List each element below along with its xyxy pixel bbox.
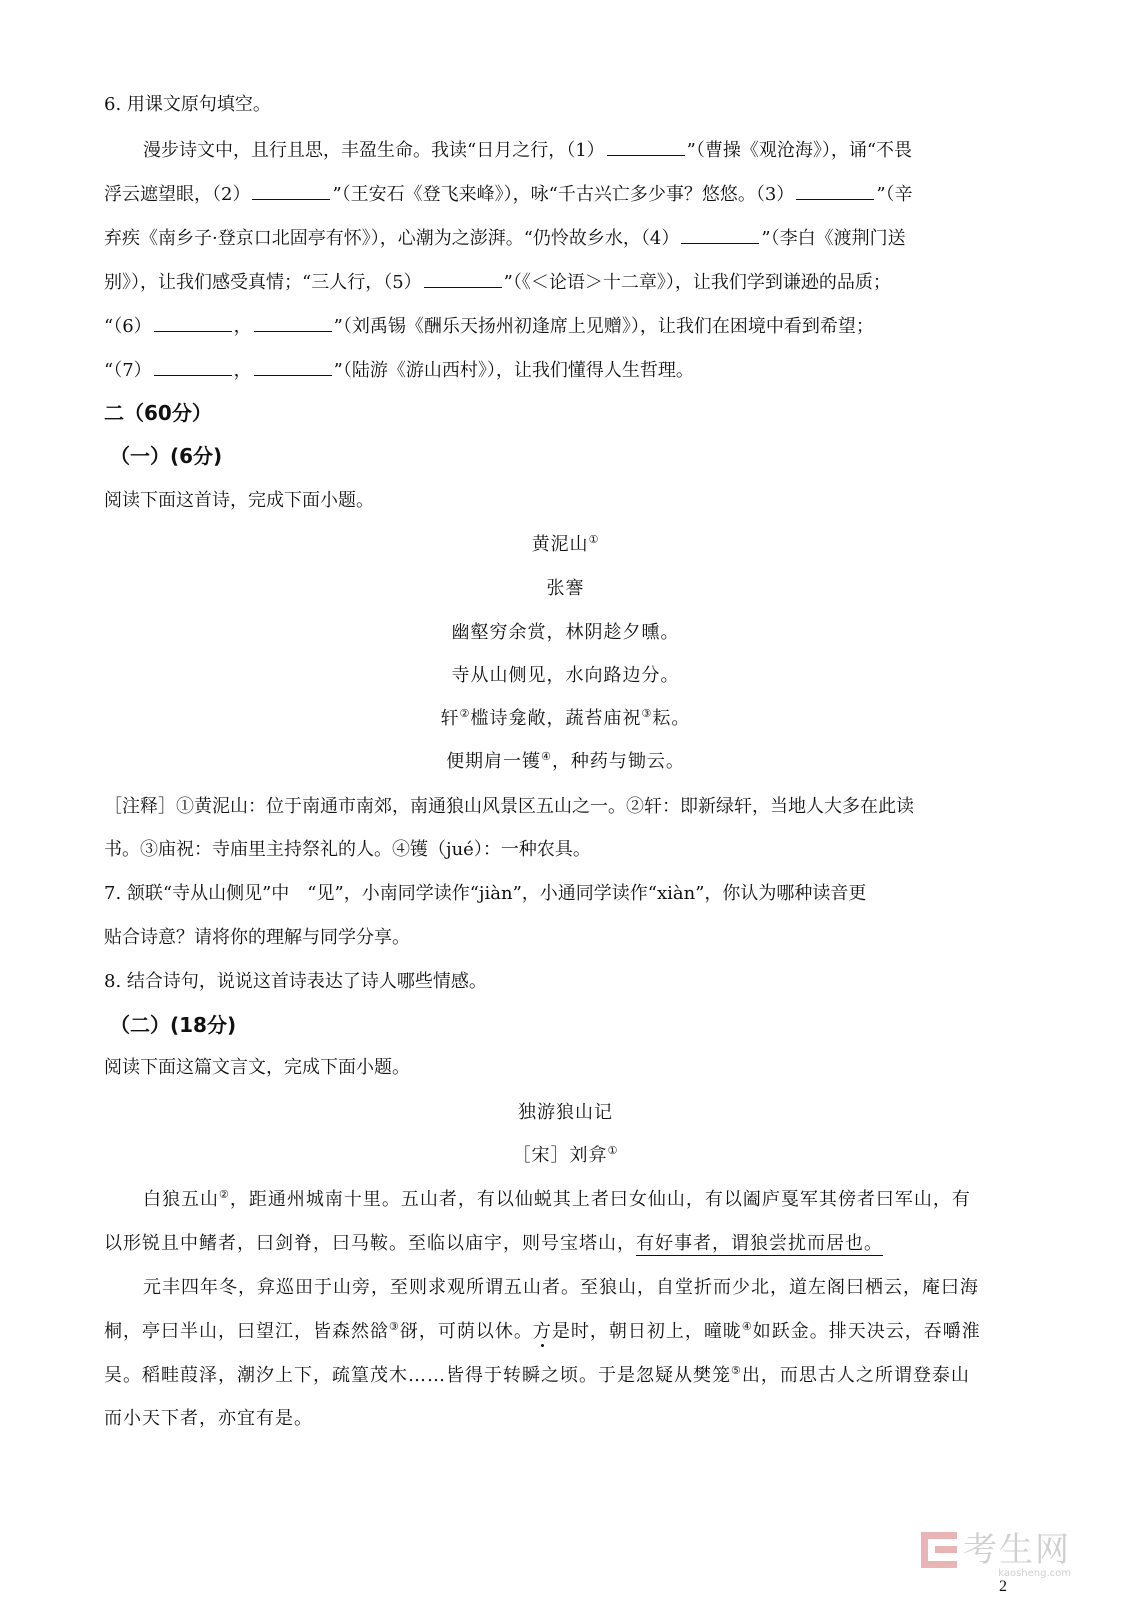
page-number: 2 (999, 1578, 1007, 1595)
essay-p2-line-4: 而小天下者，亦宜有是。 (104, 1408, 313, 1429)
poem-line-1: 幽壑穷余赏，林阴趁夕曛。 (451, 622, 680, 643)
poem-line-2: 寺从山侧见，水向路边分。 (451, 665, 680, 686)
answer-blank-6b[interactable] (254, 313, 332, 332)
part-2-intro: 阅读下面这篇文言文，完成下面小题。 (104, 1057, 410, 1078)
q7-line-1: 7. 颔联“寺从山侧见”中 “见”，小南同学读作“jiàn”，小通同学读作“xiàn”，你认为哪种读音更 (104, 883, 867, 904)
q6-line-6: “（7） ， ”（陆游《游山西村》），让我们懂得人生哲理。 (104, 357, 1024, 384)
poem-author: 张謇 (546, 578, 585, 599)
dotted-character: 方 (532, 1321, 552, 1342)
essay-p2-line-3: 吴。稻畦葭泽，潮汐上下，疏篁茂木……皆得于转瞬之顷。于是忽疑从樊笼⑤出，而思古人之所谓登泰山 (104, 1364, 970, 1386)
answer-blank-1[interactable] (607, 137, 685, 156)
q6-line-2: 浮云遮望眼，（2） ”（王安石《登飞来峰》），咏“千古兴亡多少事？悠悠。（3） ”（辛 (104, 181, 1024, 208)
q6-line-3: 弃疾《南乡子·登京口北固亭有怀》），心潮为之澎湃。“仍怜故乡水，（4） ”（李白《渡荆门送 (104, 225, 1024, 252)
poem-notes-line-1: ［注释］①黄泥山：位于南通市南郊，南通狼山风景区五山之一。②轩：即新绿轩，当地人大多在此读 (104, 796, 914, 817)
poem-line-3: 轩②槛诗龛敞，蔬苔庙祝③耘。 (440, 707, 691, 729)
kaosheng-watermark (921, 1530, 1071, 1579)
poem-notes-line-2: 书。③庙祝：寺庙里主持祭礼的人。④镬（jué）：一种农具。 (104, 839, 591, 860)
q6-line-1: 漫步诗文中，且行且思，丰盈生命。我读“日月之行，（1） ”（曹操《观沧海》），诵“不畏 (143, 137, 1023, 164)
poem-line-4: 便期肩一镬④，种药与锄云。 (446, 750, 685, 772)
footnote-marker: ① (588, 533, 600, 546)
answer-blank-4[interactable] (681, 225, 759, 244)
poem-title: 黄泥山① (531, 533, 600, 555)
essay-p1-line-2: 以形锐且中鳍者，曰剑脊，曰马鞍。至临以庙宇，则号宝塔山，有好事者，谓狼尝扰而居也。 (104, 1233, 883, 1254)
essay-title: 独游狼山记 (518, 1102, 613, 1123)
answer-blank-5[interactable] (424, 269, 502, 288)
essay-p2-line-2: 桐，亭曰半山，曰望江，皆森然谽③谺，可荫以休。方是时，朝日初上，曈昽④如跃金。排天决云，吞嚼淮 (104, 1320, 981, 1342)
underlined-sentence: 有好事者，谓狼尝扰而居也。 (636, 1233, 883, 1254)
part-1-heading: （一）(6分) (110, 444, 223, 468)
part-2-heading: （二）(18分) (110, 1013, 237, 1037)
q6-line-5: “（6） ， ”（刘禹锡《酬乐天扬州初逢席上见赠》），让我们在困境中看到希望； (104, 313, 1024, 340)
answer-blank-3[interactable] (796, 181, 874, 200)
section-2-heading: 二（60分） (104, 401, 212, 425)
essay-p2-line-1: 元丰四年冬，弇巡田于山旁，至则求观所谓五山者。至狼山，自堂折而少北，道左阁曰栖云，庵曰海 (143, 1277, 979, 1298)
kaosheng-logo-icon (921, 1532, 957, 1568)
watermark-subtext: kaosheng.com (998, 1568, 1071, 1579)
answer-blank-6a[interactable] (154, 313, 232, 332)
answer-blank-7a[interactable] (154, 357, 232, 376)
essay-author: ［宋］刘弇① (512, 1144, 619, 1166)
q6-line-4: 别》），让我们感受真情；“三人行，（5） ”（《＜论语＞十二章》），让我们学到谦逊的品质； (104, 269, 1024, 296)
part-1-intro: 阅读下面这首诗，完成下面小题。 (104, 490, 374, 511)
q7-line-2: 贴合诗意？请将你的理解与同学分享。 (104, 927, 410, 948)
answer-blank-2[interactable] (252, 181, 330, 200)
q8: 8. 结合诗句，说说这首诗表达了诗人哪些情感。 (104, 971, 487, 992)
essay-p1-line-1: 白狼五山②，距通州城南十里。五山者，有以仙蜕其上者曰女仙山，有以阖庐戛军其傍者曰军山，有 (143, 1188, 971, 1210)
watermark-text: 考生网 (963, 1530, 1071, 1570)
answer-blank-7b[interactable] (254, 357, 332, 376)
q6-title: 6. 用课文原句填空。 (104, 94, 271, 115)
